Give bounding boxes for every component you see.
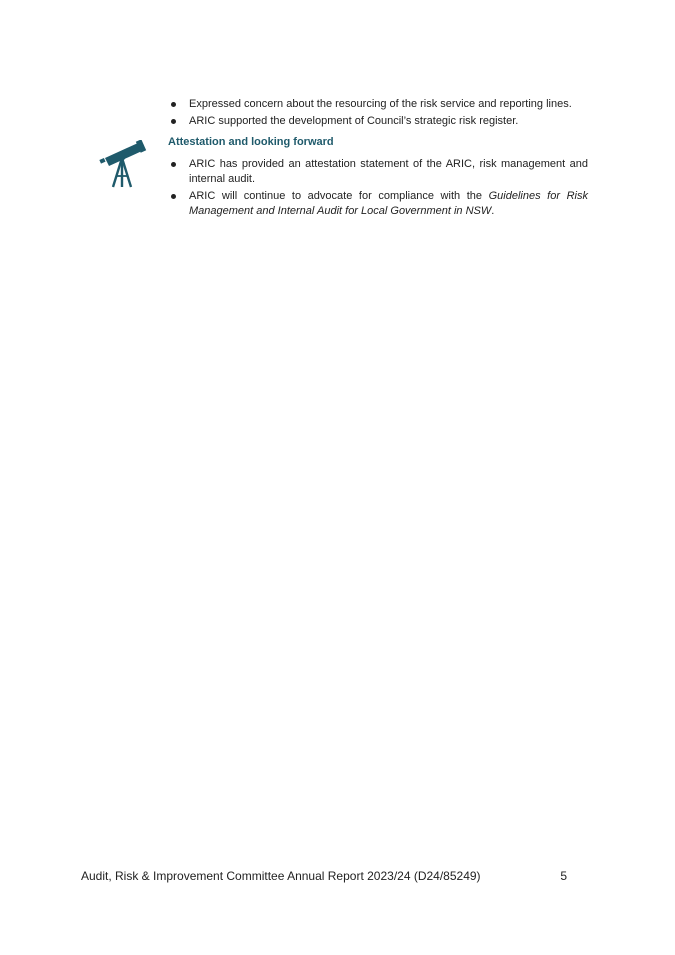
bullet-icon xyxy=(171,194,176,199)
list-item xyxy=(168,189,588,219)
section-heading: Attestation and looking forward xyxy=(168,136,334,148)
bullet-list-resourcing xyxy=(168,97,588,130)
bullet-icon xyxy=(171,102,176,107)
bullet-text-suffix: . xyxy=(491,204,495,217)
guidelines-title: Guidelines for Risk Management and Internal Audit for Local Government in NSW xyxy=(189,189,588,217)
bullet-text: ARIC supported the development of Council’s strategic risk register. xyxy=(189,114,519,127)
list-item xyxy=(168,97,588,112)
telescope-icon xyxy=(97,140,149,190)
bullet-icon xyxy=(171,119,176,124)
list-item xyxy=(168,114,588,129)
page-number: 5 xyxy=(560,869,567,883)
bullet-text-prefix: ARIC will continue to advocate for compliance with the xyxy=(189,189,489,202)
bullet-text: Expressed concern about the resourcing of the risk service and reporting lines. xyxy=(189,98,572,110)
bullet-text: ARIC has provided an attestation statement of the ARIC, risk management and internal audit. xyxy=(189,158,588,185)
footer-title: Audit, Risk & Improvement Committee Annual Report 2023/24 (D24/85249) xyxy=(81,869,481,883)
bullet-list-forward xyxy=(168,157,588,220)
bullet-icon xyxy=(171,162,176,167)
list-item xyxy=(168,157,588,187)
